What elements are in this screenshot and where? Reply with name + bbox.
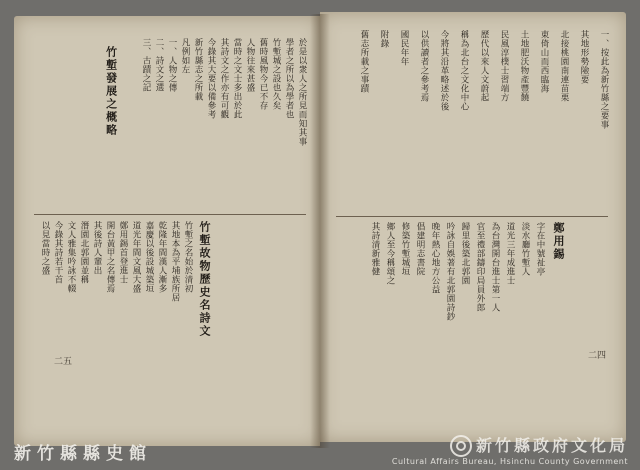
text-column: 吟詠自娛著有北郭園詩鈔 xyxy=(445,222,455,321)
text-column: 今將其沿革略述於後 xyxy=(439,30,449,111)
text-column: 為台灣開台進士第一人 xyxy=(490,222,500,312)
text-column: 當時之文士多出於此 xyxy=(232,38,242,119)
text-column: 三、古蹟之記 xyxy=(141,38,151,92)
text-column: 道光三年成進士 xyxy=(505,222,515,285)
text-column: 二、詩文之選 xyxy=(154,38,164,92)
text-column: 以見當時之盛 xyxy=(40,221,50,275)
watermark-left: 新竹縣縣史館 xyxy=(14,444,152,464)
right-page xyxy=(320,12,626,442)
text-column: 歸里後築北郭園 xyxy=(460,222,470,285)
left-folio: 二五 xyxy=(54,357,73,367)
text-column: 晚年熱心地方公益 xyxy=(430,222,440,294)
right-upper-text xyxy=(348,30,608,210)
text-column: 今錄其大要以備參考 xyxy=(206,38,216,119)
bureau-logo-icon xyxy=(450,435,472,457)
text-column: 人物往來甚盛 xyxy=(245,38,255,92)
watermark-right-subtitle: Cultural Affairs Bureau, Hsinchu County Government xyxy=(391,457,628,466)
text-column: 道光年間文風大盛 xyxy=(131,221,141,293)
text-column: 歷代以來人文蔚起 xyxy=(479,30,489,102)
left-upper-title: 竹塹發展之概略 xyxy=(104,46,118,137)
text-column: 一、人物之傳 xyxy=(167,38,177,92)
text-column: 開台黃甲之名傳焉 xyxy=(105,221,115,293)
text-column: 文人雅集吟詠不輟 xyxy=(66,221,76,293)
text-column: 土地肥沃物產豐饒 xyxy=(519,30,529,102)
text-column: 字在中號祉亭 xyxy=(535,222,545,276)
text-column: 其詩文之作亦有可觀 xyxy=(219,38,229,119)
text-column: 於是以衆人之所見而知其事 xyxy=(297,38,307,146)
text-column: 修築竹塹城垣 xyxy=(400,222,410,276)
text-column: 學者之所以為學者也 xyxy=(284,38,294,119)
book-spread xyxy=(8,6,632,464)
text-column: 國民年年 xyxy=(399,30,409,66)
text-column: 鄭用錫首登進士 xyxy=(118,221,128,284)
right-lower-text xyxy=(364,222,544,412)
right-divider xyxy=(336,216,608,217)
text-column: 潛園北郭園並稱 xyxy=(79,221,89,284)
text-column: 一、按此為新竹縣之要事 xyxy=(599,30,609,129)
text-column: 竹塹之名始於清初 xyxy=(183,221,193,293)
text-column: 鄉人至今稱頌之 xyxy=(385,222,395,285)
text-column: 凡例如左 xyxy=(180,38,190,74)
left-divider xyxy=(34,214,306,215)
left-upper-text xyxy=(137,38,306,208)
watermark-right xyxy=(392,433,628,467)
book-gutter xyxy=(310,14,330,448)
left-lower-title: 竹塹故物歷史名詩文 xyxy=(198,221,211,338)
text-column: 其後詩人輩出 xyxy=(92,221,102,275)
text-column: 乾隆年間漢人漸多 xyxy=(157,221,167,293)
right-lower-title: 鄭用錫 xyxy=(552,222,565,261)
text-column: 官至禮部鑄印局員外郎 xyxy=(475,222,485,312)
text-column: 舊時風物今已不存 xyxy=(258,38,268,110)
text-column: 東倚山而西臨海 xyxy=(539,30,549,93)
text-column: 淡水廳竹塹人 xyxy=(520,222,530,276)
text-column: 嘉慶以後設城築垣 xyxy=(144,221,154,293)
left-page xyxy=(14,16,320,446)
text-column: 其地本為平埔族所居 xyxy=(170,221,180,302)
text-column: 新竹縣志之所載 xyxy=(193,38,203,101)
left-lower-text xyxy=(36,221,192,411)
text-column: 其地形勢險要 xyxy=(579,30,589,84)
text-column: 舊志所載之事蹟 xyxy=(359,30,369,93)
watermark-right-title: 新竹縣政府文化局 xyxy=(475,435,628,455)
text-column: 以供讀者之參考焉 xyxy=(419,30,429,102)
text-column: 其詩清新雅健 xyxy=(370,222,380,276)
text-column: 附錄 xyxy=(379,30,389,48)
text-column: 民風淳樸士習端方 xyxy=(499,30,509,102)
right-folio: 二四 xyxy=(587,351,606,361)
text-column: 竹塹城之設也久矣 xyxy=(271,38,281,110)
text-column: 稱為北台之文化中心 xyxy=(459,30,469,111)
text-column: 倡建明志書院 xyxy=(415,222,425,276)
text-column: 北接桃園南連苗栗 xyxy=(559,30,569,102)
text-column: 今錄其詩若干首 xyxy=(53,221,63,284)
